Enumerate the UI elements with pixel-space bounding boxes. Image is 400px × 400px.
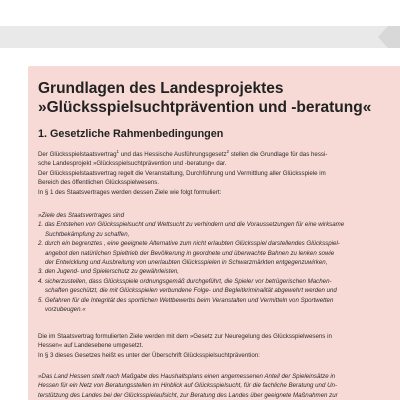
page-title-line-1: Grundlagen des Landesprojektes bbox=[38, 80, 284, 97]
intro-line-5: In § 1 des Staatsvertrages werden dessen Ziele wie folgt formuliert: bbox=[38, 188, 222, 196]
goal-2-cont: angebot den natürlichen Spieltrieb der Bevölkerung in geordnete und überwachte Bahnen zu lenken sowie bbox=[45, 249, 335, 257]
goal-2: 2. durch ein begrenztes , eine geeignete Alternative zum nicht erlaubten Glücksspiel darstellendes Glücksspiel- bbox=[38, 240, 340, 248]
intro-line-4: Bereich des öffentlichen Glücksspielwesens. bbox=[38, 179, 160, 187]
law-line-3: In § 3 dieses Gesetzes heißt es unter der Überschrift Glücksspielsuchtprävention: bbox=[38, 351, 260, 359]
intro-line-3: Der Glücksspielstaatsvertrag regelt die Veranstaltung, Durchführung und Vermittlung aller Glücksspiele im bbox=[38, 169, 326, 177]
law-quote bbox=[38, 372, 370, 400]
goal-4-cont: schaften geschützt, die mit Glücksspielen verbundene Folge- und Begleitkriminalität abgewehrt werden und bbox=[45, 287, 337, 295]
goals-list bbox=[38, 211, 370, 314]
law-line-2: Hessen« auf Landesebene umgesetzt. bbox=[38, 342, 144, 350]
quote-line-3: terstützung des Landes bei der Glücksspielaufsicht, zur Beratung des Landes über geeignete Maßnahmen zur bbox=[38, 391, 338, 399]
goals-title: »Ziele des Staatsvertrages sind bbox=[38, 212, 125, 219]
goal-1-cont: Suchtbekämpfung zu schaffen, bbox=[45, 230, 130, 238]
goal-3: 3. den Jugend- und Spielerschutz zu gewährleisten, bbox=[38, 268, 179, 276]
page-title-line-2: »Glücksspielsuchtprävention und -beratung« bbox=[38, 99, 372, 116]
law-line-1: Die im Staatsvertrag formulierten Ziele werden mit dem »Gesetz zur Neuregelung des Glücksspielwesens in bbox=[38, 333, 332, 340]
top-header-band bbox=[0, 26, 400, 48]
quote-line-2: Hessen für ein Netz von Beratungsstellen im Hinblick auf Glücksspielsucht, für die fachliche Beratung und Un- bbox=[38, 382, 337, 390]
goal-2-cont: der Entwicklung und Ausbreitung von unerlaubten Glücksspielen in Schwarzmärkten entgegenzuwirken, bbox=[45, 259, 328, 267]
intro-line-1: Der Glücksspielstaatsvertrag$^1$ und das Hessische Ausführungsgesetz$^2$ stellen die Grundlage für das hessi- bbox=[38, 148, 328, 158]
goal-5-cont: vorzubeugen.« bbox=[45, 306, 86, 314]
page-title bbox=[38, 79, 378, 117]
goal-5: 5. Gefahren für die Integrität des sportlichen Wettbewerbs beim Veranstalten und Vermitteln von Sportwetten bbox=[38, 296, 334, 304]
goal-4: 4. sicherzustellen, dass Glücksspiele ordnungsgemäß durchgeführt, die Spieler vor betrügerischen Machen- bbox=[38, 277, 332, 285]
footnote-ref-2[interactable]: 2 bbox=[226, 148, 230, 154]
law-paragraph bbox=[38, 332, 370, 360]
quote-line-1: »Das Land Hessen stellt nach Maßgabe des Haushaltsplans einen angemessenen Anteil der Spieleinsätze in bbox=[38, 373, 336, 380]
intro-line-2: sche Landesprojekt »Glücksspielsuchtprävention und -beratung« dar. bbox=[38, 160, 227, 168]
intro-paragraph bbox=[38, 150, 370, 197]
goal-1: 1. das Entstehen von Glücksspielsucht und Wettsucht zu verhindern und die Voraussetzungen für eine wirksame bbox=[38, 221, 345, 229]
section-heading: 1. Gesetzliche Rahmenbedingungen bbox=[38, 128, 224, 140]
footnote-ref-1[interactable]: 1 bbox=[116, 148, 120, 154]
